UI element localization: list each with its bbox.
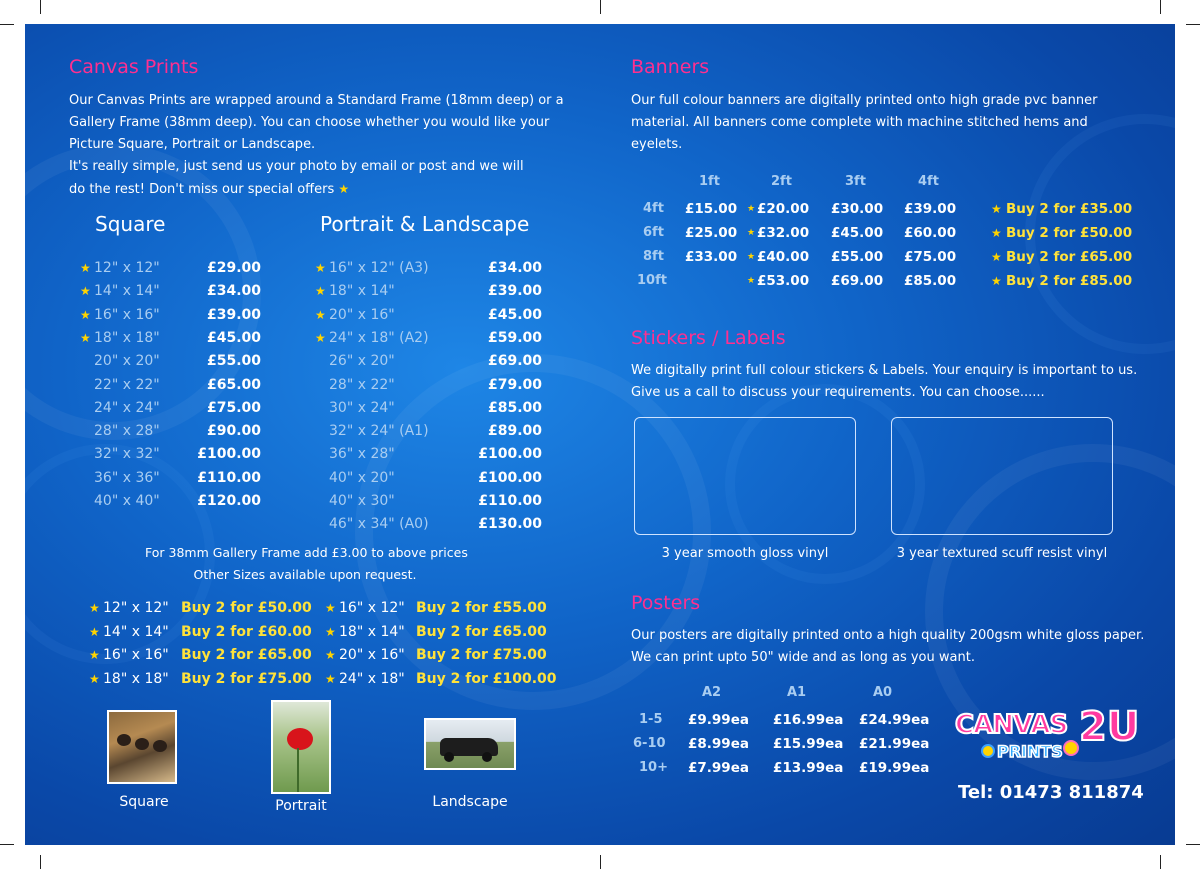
offer-text: Buy 2 for £65.00 [416, 623, 547, 640]
banner-row-label: 6ft [643, 225, 664, 240]
banner-offer: Buy 2 for £35.00 [1006, 201, 1133, 217]
stickers-heading: Stickers / Labels [631, 327, 786, 349]
intro-line [69, 178, 352, 201]
banners-heading: Banners [631, 56, 710, 78]
price-value: £39.00 [206, 306, 261, 323]
star-icon: ★ [80, 261, 91, 275]
offer-text: Buy 2 for £60.00 [181, 623, 312, 640]
logo-prints-text: PRINTS [997, 742, 1063, 761]
star-icon: ★ [325, 671, 336, 686]
star-icon: ★ [747, 276, 756, 286]
star-icon: ★ [747, 252, 756, 262]
banner-price: £20.00 [757, 201, 810, 217]
other-sizes-note: Other Sizes available upon request. [193, 567, 417, 582]
offer-text: Buy 2 for £50.00 [181, 600, 312, 616]
star-icon: ★ [89, 648, 100, 662]
caption-landscape: Landscape [432, 794, 508, 810]
price-value: £110.00 [478, 493, 542, 509]
banner-price: £33.00 [685, 249, 738, 265]
star-icon: ★ [747, 204, 756, 214]
star-icon: ★ [991, 274, 1002, 288]
photo-car [424, 718, 516, 770]
banner-price: £85.00 [904, 273, 957, 289]
photo-poppy [271, 700, 331, 794]
banner-price: £45.00 [831, 225, 884, 241]
price-value: £110.00 [197, 469, 261, 486]
caption-square: Square [119, 794, 169, 810]
fold-mark [600, 855, 601, 869]
crop-mark [0, 844, 14, 845]
price-value: £85.00 [487, 399, 542, 416]
crop-mark [1160, 855, 1161, 869]
star-icon: ★ [338, 182, 350, 196]
intro-line: Picture Square, Portrait or Landscape. [69, 137, 316, 152]
star-icon: ★ [89, 601, 100, 615]
crop-mark [1160, 0, 1161, 14]
offer-size: 20" x 16" [339, 647, 405, 663]
size-label: 16" x 12" (A3) [329, 260, 429, 276]
size-label: 18" x 14" [329, 283, 395, 300]
price-value: £100.00 [478, 469, 542, 486]
banner-price: £55.00 [831, 249, 884, 265]
price-value: £34.00 [487, 260, 542, 276]
size-label: 26" x 20" [329, 353, 395, 370]
size-label: 24" x 24" [94, 399, 160, 416]
banner-price: £25.00 [685, 225, 738, 241]
price-value: £45.00 [487, 306, 542, 323]
star-icon: ★ [315, 261, 326, 275]
posters-heading: Posters [631, 592, 701, 614]
photo-swallows [107, 710, 177, 784]
star-icon: ★ [80, 284, 91, 299]
offer-size: 18" x 14" [339, 623, 405, 640]
offer-text: Buy 2 for £65.00 [181, 647, 312, 663]
banners-intro-line: eyelets. [631, 137, 683, 152]
star-icon: ★ [325, 601, 336, 615]
posters-intro-line: Our posters are digitally printed onto a high quality 200gsm white gloss paper. [631, 628, 1145, 643]
price-value: £65.00 [206, 376, 261, 393]
banner-offer: Buy 2 for £50.00 [1006, 225, 1133, 241]
offer-size: 12" x 12" [103, 600, 169, 616]
size-label: 18" x 18" [94, 329, 160, 346]
price-value: £75.00 [206, 399, 261, 416]
banner-row-label: 10ft [637, 273, 667, 288]
banner-price: £32.00 [757, 225, 810, 241]
poster-price: £8.99ea [688, 736, 749, 752]
banner-col-header: 3ft [845, 174, 866, 189]
size-label: 40" x 20" [329, 469, 395, 486]
gloss-vinyl-label: 3 year smooth gloss vinyl [661, 546, 829, 561]
price-value: £120.00 [197, 493, 261, 509]
star-icon: ★ [80, 330, 91, 345]
price-value: £69.00 [487, 353, 542, 370]
poster-price: £24.99ea [859, 712, 930, 728]
logo-flower-icon [1063, 740, 1079, 756]
logo-2u-text: 2U [1079, 704, 1140, 750]
banners-intro-line: Our full colour banners are digitally printed onto high grade pvc banner [631, 93, 1098, 108]
offer-size: 16" x 12" [339, 600, 405, 616]
banner-col-header: 2ft [771, 174, 792, 189]
poster-row-label: 10+ [639, 760, 668, 775]
banner-price: £40.00 [757, 249, 810, 265]
star-icon: ★ [747, 228, 756, 238]
offer-text: Buy 2 for £75.00 [416, 647, 547, 663]
offer-text: Buy 2 for £75.00 [181, 670, 312, 687]
banners-intro-line: material. All banners come complete with machine stitched hems and [631, 115, 1088, 130]
gloss-vinyl-sample [634, 417, 856, 535]
caption-portrait: Portrait [275, 798, 327, 814]
offer-size: 24" x 18" [339, 670, 405, 687]
size-label: 16" x 16" [94, 306, 160, 323]
price-value: £90.00 [206, 423, 261, 440]
size-label: 40" x 30" [329, 493, 395, 509]
poster-price: £15.99ea [773, 736, 844, 752]
offer-size: 18" x 18" [103, 670, 169, 687]
poster-price: £13.99ea [773, 760, 844, 776]
intro-text: do the rest! Don't miss our special offers [69, 182, 335, 197]
banner-price: £60.00 [904, 225, 957, 241]
price-value: £29.00 [206, 260, 261, 276]
star-icon: ★ [89, 671, 100, 686]
price-value: £39.00 [487, 283, 542, 300]
size-label: 32" x 24" (A1) [329, 423, 429, 440]
star-icon: ★ [315, 330, 326, 345]
poster-price: £7.99ea [688, 760, 749, 776]
size-label: 30" x 24" [329, 399, 395, 416]
crop-mark [0, 24, 14, 25]
star-icon: ★ [991, 202, 1002, 216]
price-value: £55.00 [206, 353, 261, 370]
size-label: 28" x 22" [329, 376, 395, 393]
offer-text: Buy 2 for £100.00 [416, 670, 557, 687]
banner-col-header: 4ft [918, 174, 939, 189]
logo-flower-icon [981, 744, 995, 758]
size-label: 36" x 28" [329, 446, 395, 463]
poster-price: £19.99ea [859, 760, 930, 776]
banner-price: £53.00 [757, 273, 810, 289]
banner-row-label: 4ft [643, 201, 664, 216]
brochure-spread [25, 24, 1175, 845]
banner-col-header: 1ft [699, 174, 720, 189]
size-label: 22" x 22" [94, 376, 160, 393]
star-icon: ★ [325, 648, 336, 662]
size-label: 46" x 34" (A0) [329, 516, 429, 533]
star-icon: ★ [991, 250, 1002, 264]
price-value: £79.00 [487, 376, 542, 393]
size-label: 14" x 14" [94, 283, 160, 300]
price-value: £89.00 [487, 423, 542, 440]
size-label: 40" x 40" [94, 493, 160, 509]
canvas-prints-heading: Canvas Prints [69, 56, 199, 78]
star-icon: ★ [315, 307, 326, 322]
intro-line: Our Canvas Prints are wrapped around a Standard Frame (18mm deep) or a [69, 93, 564, 108]
price-value: £100.00 [478, 446, 542, 463]
banner-row-label: 8ft [643, 249, 664, 264]
portrait-landscape-title: Portrait & Landscape [320, 212, 530, 236]
intro-line: Gallery Frame (38mm deep). You can choose whether you would like your [69, 115, 550, 130]
star-icon: ★ [315, 284, 326, 299]
star-icon: ★ [325, 624, 336, 639]
banner-price: £39.00 [904, 201, 957, 217]
price-value: £59.00 [487, 329, 542, 346]
poster-price: £21.99ea [859, 736, 930, 752]
poster-price: £16.99ea [773, 712, 844, 728]
star-icon: ★ [89, 624, 100, 639]
poster-col-header: A2 [702, 685, 722, 700]
crop-mark [40, 855, 41, 869]
poster-col-header: A0 [873, 685, 893, 700]
banner-offer: Buy 2 for £65.00 [1006, 249, 1133, 265]
scuff-vinyl-label: 3 year textured scuff resist vinyl [896, 546, 1108, 561]
price-value: £100.00 [197, 446, 261, 463]
intro-line: It's really simple, just send us your photo by email or post and we will [69, 159, 524, 174]
square-title: Square [95, 212, 166, 236]
star-icon: ★ [80, 307, 91, 322]
stickers-intro-line: We digitally print full colour stickers & Labels. Your enquiry is important to us. [631, 363, 1138, 378]
price-value: £130.00 [478, 516, 542, 533]
size-label: 20" x 16" [329, 306, 395, 323]
star-icon: ★ [991, 226, 1002, 240]
crop-mark [1186, 24, 1200, 25]
poster-row-label: 1-5 [639, 712, 663, 727]
size-label: 24" x 18" (A2) [329, 329, 429, 346]
canvas-prints-2u-logo [955, 706, 1145, 776]
telephone-number: Tel: 01473 811874 [958, 782, 1144, 803]
poster-row-label: 6-10 [633, 736, 666, 751]
banner-price: £15.00 [685, 201, 738, 217]
crop-mark [40, 0, 41, 14]
size-label: 20" x 20" [94, 353, 160, 370]
size-label: 36" x 36" [94, 469, 160, 486]
price-value: £34.00 [206, 283, 261, 300]
banner-offer: Buy 2 for £85.00 [1006, 273, 1133, 289]
gallery-frame-note: For 38mm Gallery Frame add £3.00 to above prices [145, 545, 468, 560]
banner-price: £30.00 [831, 201, 884, 217]
logo-canvas-text: CANVAS [955, 710, 1068, 740]
size-label: 12" x 12" [94, 260, 160, 276]
poster-price: £9.99ea [688, 712, 749, 728]
poster-col-header: A1 [787, 685, 807, 700]
offer-size: 16" x 16" [103, 647, 169, 663]
banner-price: £75.00 [904, 249, 957, 265]
stickers-intro-line: Give us a call to discuss your requirements. You can choose...... [631, 385, 1045, 400]
offer-text: Buy 2 for £55.00 [416, 600, 547, 616]
price-value: £45.00 [206, 329, 261, 346]
fold-mark [600, 0, 601, 14]
scuff-vinyl-sample [891, 417, 1113, 535]
offer-size: 14" x 14" [103, 623, 169, 640]
crop-mark [1186, 844, 1200, 845]
banner-price: £69.00 [831, 273, 884, 289]
posters-intro-line: We can print upto 50" wide and as long as you want. [631, 650, 975, 665]
size-label: 32" x 32" [94, 446, 160, 463]
size-label: 28" x 28" [94, 423, 160, 440]
